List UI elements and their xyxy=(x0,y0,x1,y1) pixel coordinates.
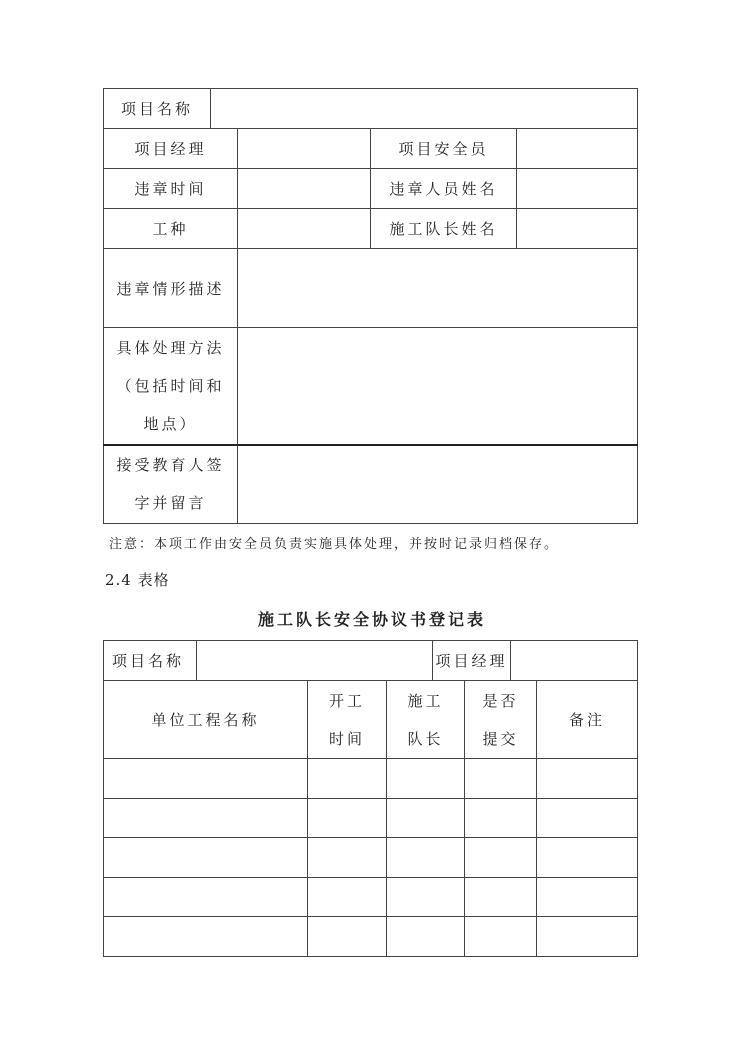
cell[interactable] xyxy=(387,878,465,917)
cell[interactable] xyxy=(537,838,638,878)
signature-line: 字并留言 xyxy=(134,494,207,513)
header-remarks: 备注 xyxy=(537,681,638,759)
safety-officer-field[interactable] xyxy=(517,129,638,169)
table-row xyxy=(104,799,638,838)
cell[interactable] xyxy=(308,799,387,838)
header-line: 施工 xyxy=(407,691,444,710)
work-type-field[interactable] xyxy=(238,209,371,249)
project-name-label: 项目名称 xyxy=(104,89,211,129)
cell[interactable] xyxy=(387,759,465,799)
cell[interactable] xyxy=(104,759,308,799)
violation-description-field[interactable] xyxy=(238,249,638,328)
cell[interactable] xyxy=(104,878,308,917)
t2-project-manager-label: 项目经理 xyxy=(433,641,511,681)
cell[interactable] xyxy=(387,838,465,878)
header-unit-project-name: 单位工程名称 xyxy=(104,681,308,759)
violation-time-field[interactable] xyxy=(238,169,371,209)
cell[interactable] xyxy=(308,838,387,878)
violation-description-label: 违章情形描述 xyxy=(104,249,238,328)
header-line: 队长 xyxy=(407,729,444,748)
header-submitted xyxy=(465,681,537,759)
cell[interactable] xyxy=(387,917,465,957)
t2-project-name-field[interactable] xyxy=(197,641,433,681)
team-leader-name-field[interactable] xyxy=(517,209,638,249)
project-manager-label: 项目经理 xyxy=(104,129,238,169)
safety-officer-label: 项目安全员 xyxy=(371,129,517,169)
note-text: 注意：本项工作由安全员负责实施具体处理，并按时记录归档保存。 xyxy=(109,537,560,552)
cell[interactable] xyxy=(104,917,308,957)
handling-method-line: 地点） xyxy=(143,414,198,433)
violator-name-field[interactable] xyxy=(517,169,638,209)
cell[interactable] xyxy=(104,799,308,838)
cell[interactable] xyxy=(308,878,387,917)
cell[interactable] xyxy=(104,838,308,878)
cell[interactable] xyxy=(465,838,537,878)
table-row xyxy=(104,759,638,799)
cell[interactable] xyxy=(537,799,638,838)
header-line: 开工 xyxy=(328,691,365,710)
project-name-field[interactable] xyxy=(211,89,638,129)
cell[interactable] xyxy=(537,917,638,957)
violation-time-label: 违章时间 xyxy=(104,169,238,209)
table2-title: 施工队长安全协议书登记表 xyxy=(257,610,486,629)
signature-field[interactable] xyxy=(238,445,638,524)
table-row xyxy=(104,917,638,957)
project-manager-field[interactable] xyxy=(238,129,371,169)
violator-name-label: 违章人员姓名 xyxy=(371,169,517,209)
header-line: 是否 xyxy=(482,691,519,710)
cell[interactable] xyxy=(308,917,387,957)
t2-project-manager-field[interactable] xyxy=(511,641,638,681)
section-heading: 2.4 表格 xyxy=(105,571,170,589)
cell[interactable] xyxy=(308,759,387,799)
team-leader-name-label: 施工队长姓名 xyxy=(371,209,517,249)
header-start-time xyxy=(308,681,387,759)
handling-method-line: 具体处理方法 xyxy=(116,338,225,357)
team-leader-agreement-table xyxy=(103,640,638,957)
header-line: 时间 xyxy=(328,729,365,748)
work-type-label: 工种 xyxy=(104,209,238,249)
cell[interactable] xyxy=(465,799,537,838)
cell[interactable] xyxy=(465,917,537,957)
cell[interactable] xyxy=(465,878,537,917)
signature-line: 接受教育人签 xyxy=(116,456,225,475)
signature-label xyxy=(104,445,238,524)
cell[interactable] xyxy=(387,799,465,838)
header-team-leader xyxy=(387,681,465,759)
table-row xyxy=(104,838,638,878)
handling-method-field[interactable] xyxy=(238,328,638,445)
header-line: 提交 xyxy=(482,729,519,748)
violation-record-table xyxy=(103,88,638,524)
table-row xyxy=(104,878,638,917)
handling-method-label xyxy=(104,328,238,445)
handling-method-line: （包括时间和 xyxy=(116,376,225,395)
cell[interactable] xyxy=(537,759,638,799)
t2-project-name-label: 项目名称 xyxy=(104,641,197,681)
cell[interactable] xyxy=(465,759,537,799)
cell[interactable] xyxy=(537,878,638,917)
